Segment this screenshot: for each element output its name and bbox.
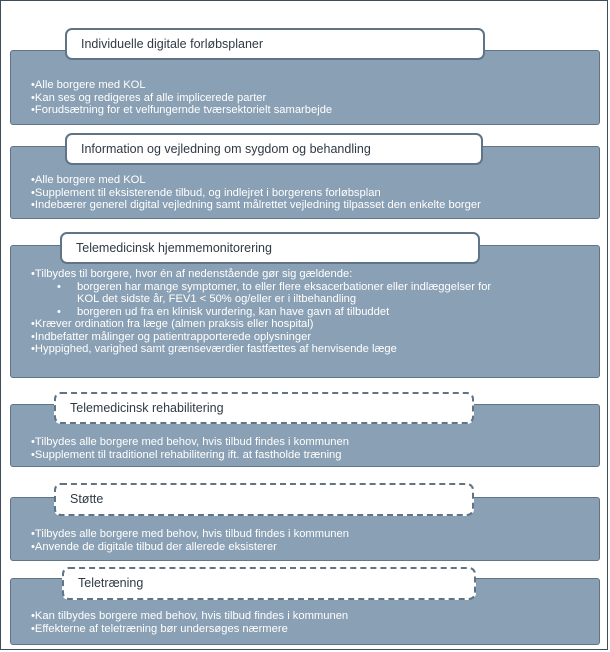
bullet-item: •Indbefatter målinger og patientrapporterede oplysninger (31, 330, 312, 343)
bullet-dot: • (57, 305, 61, 318)
bullet-item: •Alle borgere med KOL (31, 79, 146, 91)
bullet-item: •Kræver ordination fra læge (almen praksis eller hospital) (31, 318, 314, 330)
bullet-item: •Kan tilbydes borgere med behov, hvis tilbud findes i kommunen (31, 610, 349, 622)
bullet-item: •Tilbydes til borgere, hvor én af nedenstående gør sig gældende: (31, 268, 353, 280)
bullet-item: •Indebærer generel digital vejledning samt målrettet vejledning tilpasset den enkelte borger (31, 199, 481, 211)
section-title-hjemmemonitorering: Telemedicinsk hjemmemonitorering (60, 232, 480, 264)
sub-bullet-line: borgeren ud fra en klinisk vurdering, kan have gavn af tilbuddet (77, 305, 390, 318)
bullet-item: •Tilbydes alle borgere med behov, hvis tilbud findes i kommunen (31, 528, 349, 540)
bullet-item: •Hyppighed, varighed samt grænseværdier fastfættes af henvisende læge (31, 343, 397, 355)
section-body (31, 436, 589, 461)
sub-bullet-item (31, 306, 589, 319)
bullet-item: •Alle borgere med KOL (31, 174, 146, 186)
bullet-item: •Effekterne af teletræning bør undersøges nærmere (31, 622, 288, 635)
section-title-teletraening: Teletræning (62, 567, 476, 600)
bullet-item: •Kan ses og redigeres af alle implicerede parter (31, 91, 267, 104)
section-title-stoette: Støtte (54, 483, 474, 516)
sub-bullet-item (31, 281, 589, 306)
bullet-item: •Tilbydes alle borgere med behov, hvis tilbud findes i kommunen (31, 436, 349, 448)
section-title-rehabilitering: Telemedicinsk rehabilitering (54, 392, 474, 424)
section-body (31, 610, 589, 635)
section-body (31, 79, 589, 117)
bullet-dot: • (57, 280, 61, 293)
bullet-item: •Supplement til eksisterende tilbud, og indlejret i borgerens forløbsplan (31, 186, 381, 199)
bullet-item: •Supplement til traditionel rehabilitering ift. at fastholde træning (31, 448, 342, 461)
section-body (31, 268, 589, 356)
section-title-forloebsplaner: Individuelle digitale forløbsplaner (65, 28, 485, 60)
section-body (31, 528, 589, 553)
section-body (31, 174, 589, 212)
bullet-item: •Anvende de digitale tilbud der allerede eksisterer (31, 540, 277, 553)
sub-bullet-line: borgeren har mange symptomer, to eller flere eksacerbationer eller indlæggelser for (77, 280, 492, 293)
section-hjemmemonitorering (10, 245, 600, 378)
sub-bullet-line: KOL det sidste år, FEV1 < 50% og/eller er i iltbehandling (77, 293, 357, 305)
section-title-information: Information og vejledning om sygdom og behandling (65, 133, 483, 165)
bullet-item: •Forudsætning for et velfungernde tværsektorielt samarbejde (31, 104, 333, 116)
section-forloebsplaner (10, 50, 600, 125)
